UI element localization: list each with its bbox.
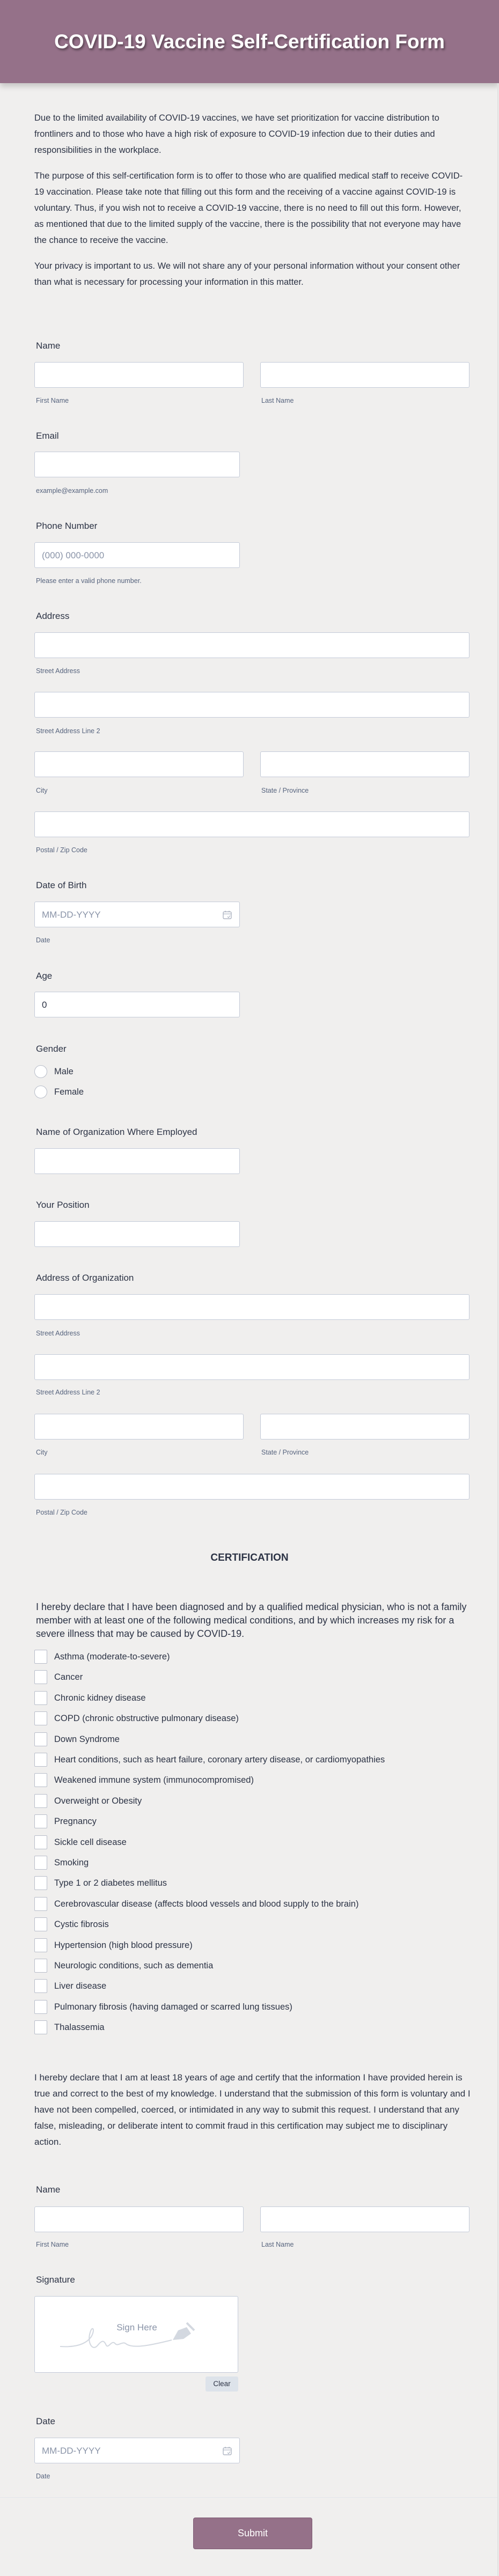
phone-placeholder: (000) 000-0000 [42, 550, 105, 560]
condition-label: Pulmonary fibrosis (having damaged or scarred lung tissues) [54, 2002, 292, 2012]
certification-heading: CERTIFICATION [210, 1552, 289, 1563]
condition-checkbox[interactable] [34, 1691, 47, 1705]
org-postal-sublabel: Postal / Zip Code [36, 1509, 87, 1516]
signature-placeholder: Sign Here [116, 2322, 157, 2333]
org-name-input[interactable] [34, 1148, 240, 1174]
street-address-input[interactable] [34, 632, 469, 658]
form-title: COVID-19 Vaccine Self-Certification Form [54, 30, 445, 53]
condition-label: Down Syndrome [54, 1734, 120, 1744]
age-label: Age [36, 971, 53, 981]
gender-label: Gender [36, 1044, 67, 1054]
phone-input[interactable] [34, 542, 240, 568]
state-input[interactable] [260, 751, 469, 777]
form-header [0, 0, 499, 83]
name-label: Name [36, 341, 61, 351]
condition-checkbox[interactable] [34, 1814, 47, 1828]
gender-male-radio[interactable] [34, 1065, 47, 1078]
org-street-sublabel: Street Address [36, 1330, 80, 1337]
condition-checkbox[interactable] [34, 1732, 47, 1746]
condition-checkbox[interactable] [34, 1835, 47, 1849]
org-postal-input[interactable] [34, 1474, 469, 1500]
last-name-input[interactable] [260, 362, 469, 388]
condition-label: Hypertension (high blood pressure) [54, 1940, 193, 1950]
condition-checkbox[interactable] [34, 1650, 47, 1664]
gender-female-label: Female [54, 1087, 84, 1097]
condition-checkbox[interactable] [34, 1979, 47, 1993]
condition-label: Pregnancy [54, 1817, 97, 1827]
condition-checkbox[interactable] [34, 1794, 47, 1808]
position-input[interactable] [34, 1221, 240, 1247]
sign-first-name-input[interactable] [34, 2206, 244, 2232]
intro-section [34, 110, 472, 300]
condition-label: Thalassemia [54, 2023, 105, 2033]
phone-label: Phone Number [36, 521, 98, 531]
first-name-input[interactable] [34, 362, 244, 388]
condition-label: Smoking [54, 1858, 89, 1868]
condition-label: Cerebrovascular disease (affects blood vessels and blood supply to the brain) [54, 1899, 359, 1909]
divider [0, 2497, 497, 2498]
condition-checkbox[interactable] [34, 1856, 47, 1870]
condition-label: Weakened immune system (immunocompromised) [54, 1775, 254, 1785]
condition-checkbox[interactable] [34, 1753, 47, 1767]
email-sublabel: example@example.com [36, 487, 108, 494]
street-address-2-input[interactable] [34, 692, 469, 718]
last-name-sublabel: Last Name [261, 397, 294, 404]
condition-checkbox[interactable] [34, 1917, 47, 1931]
sign-first-name-sublabel: First Name [36, 2241, 69, 2248]
condition-checkbox[interactable] [34, 1897, 47, 1911]
condition-label: Type 1 or 2 diabetes mellitus [54, 1878, 167, 1888]
calendar-icon[interactable] [223, 910, 232, 919]
date-input[interactable] [34, 2438, 240, 2463]
sign-name-label: Name [36, 2184, 61, 2195]
dob-placeholder: MM-DD-YYYY [42, 910, 101, 920]
gender-male-label: Male [54, 1067, 74, 1076]
city-sublabel: City [36, 787, 48, 794]
condition-checkbox[interactable] [34, 2000, 47, 2014]
age-input[interactable] [34, 992, 240, 1017]
org-street-input[interactable] [34, 1294, 469, 1320]
org-state-input[interactable] [260, 1414, 469, 1440]
condition-label: Neurologic conditions, such as dementia [54, 1961, 214, 1970]
condition-checkbox[interactable] [34, 1670, 47, 1684]
dob-input[interactable] [34, 902, 240, 927]
condition-label: Liver disease [54, 1981, 107, 1991]
condition-checkbox[interactable] [34, 1876, 47, 1890]
signature-pad[interactable] [34, 2296, 238, 2373]
condition-label: Sickle cell disease [54, 1837, 127, 1847]
org-name-label: Name of Organization Where Employed [36, 1127, 197, 1137]
position-label: Your Position [36, 1200, 90, 1210]
intro-paragraph: Your privacy is important to us. We will not share any of your personal information without your consent other than what is necessary for processing your information in this matter. [34, 261, 460, 287]
condition-checkbox[interactable] [34, 1938, 47, 1952]
condition-label: Overweight or Obesity [54, 1796, 142, 1806]
postal-input[interactable] [34, 811, 469, 837]
form-edge [497, 83, 498, 2576]
condition-checkbox[interactable] [34, 2020, 47, 2034]
sign-last-name-sublabel: Last Name [261, 2241, 294, 2248]
date-label: Date [36, 2416, 55, 2426]
condition-label: Asthma (moderate-to-severe) [54, 1652, 170, 1662]
dob-label: Date of Birth [36, 880, 87, 890]
phone-sublabel: Please enter a valid phone number. [36, 577, 142, 585]
org-street-2-sublabel: Street Address Line 2 [36, 1389, 100, 1396]
signature-label: Signature [36, 2275, 75, 2285]
address-label: Address [36, 611, 70, 621]
street-address-sublabel: Street Address [36, 667, 80, 675]
condition-label: Heart conditions, such as heart failure, coronary artery disease, or cardiomyopathies [54, 1755, 385, 1765]
postal-sublabel: Postal / Zip Code [36, 846, 87, 854]
gender-female-radio[interactable] [34, 1086, 47, 1098]
intro-paragraph: Due to the limited availability of COVID-19 vaccines, we have set prioritization for vaccine distribution to frontliners and to those who have a high risk of exposure to COVID-19 infection due to their duties and responsibilities in the workplace. [34, 113, 439, 155]
email-label: Email [36, 431, 59, 441]
condition-checkbox[interactable] [34, 1773, 47, 1787]
org-city-sublabel: City [36, 1449, 48, 1456]
condition-checkbox[interactable] [34, 1959, 47, 1973]
certification-question: I hereby declare that I have been diagnosed and by a qualified medical physician, who is not a family member with at least one of the following medical conditions, and by which increases my risk for a severe illness that may be caused by COVID-19. [36, 1601, 467, 1639]
submit-button[interactable]: Submit [193, 2518, 312, 2549]
state-sublabel: State / Province [261, 787, 309, 794]
org-city-input[interactable] [34, 1414, 244, 1440]
dob-sublabel: Date [36, 936, 50, 944]
declaration-text: I hereby declare that I am at least 18 years of age and certify that the information I have provided herein is true and correct to the best of my knowledge. I understand that the submission of this form is voluntary and I have not been compelled, coerced, or intimidated in any way to submit this request. I understand that any false, misleading, or deliberate intent to commit fraud in this certification may subject me to disciplinary action. [34, 2072, 471, 2147]
org-state-sublabel: State / Province [261, 1449, 309, 1456]
condition-label: Chronic kidney disease [54, 1693, 146, 1703]
intro-paragraph: The purpose of this self-certification form is to offer to those who are qualified medical staff to receive COVID-19 vaccination. Please take note that filling out this form and the receiving of a vaccine against COVID-19 is voluntary. Thus, if you wish not to receive a COVID-19 vaccine, there is no need to fill out this form. However, as mentioned that due to the limited supply of the vaccine, there is the possibility that not everyone may have the chance to receive the vaccine. [34, 171, 463, 245]
first-name-sublabel: First Name [36, 397, 69, 404]
signature-scribble-icon [59, 2321, 215, 2353]
city-input[interactable] [34, 751, 244, 777]
org-address-label: Address of Organization [36, 1273, 134, 1283]
condition-checkbox[interactable] [34, 1711, 47, 1725]
condition-label: Cystic fibrosis [54, 1920, 109, 1930]
org-street-2-input[interactable] [34, 1354, 469, 1380]
sign-last-name-input[interactable] [260, 2206, 469, 2232]
age-value: 0 [42, 1000, 47, 1010]
street-address-2-sublabel: Street Address Line 2 [36, 727, 100, 735]
condition-label: COPD (chronic obstructive pulmonary disease) [54, 1714, 239, 1724]
calendar-icon[interactable] [223, 2446, 232, 2455]
condition-label: Cancer [54, 1672, 83, 1682]
date-placeholder: MM-DD-YYYY [42, 2446, 101, 2456]
email-input[interactable] [34, 452, 240, 477]
date-sublabel: Date [36, 2472, 50, 2480]
signature-clear-button[interactable]: Clear [206, 2376, 238, 2392]
